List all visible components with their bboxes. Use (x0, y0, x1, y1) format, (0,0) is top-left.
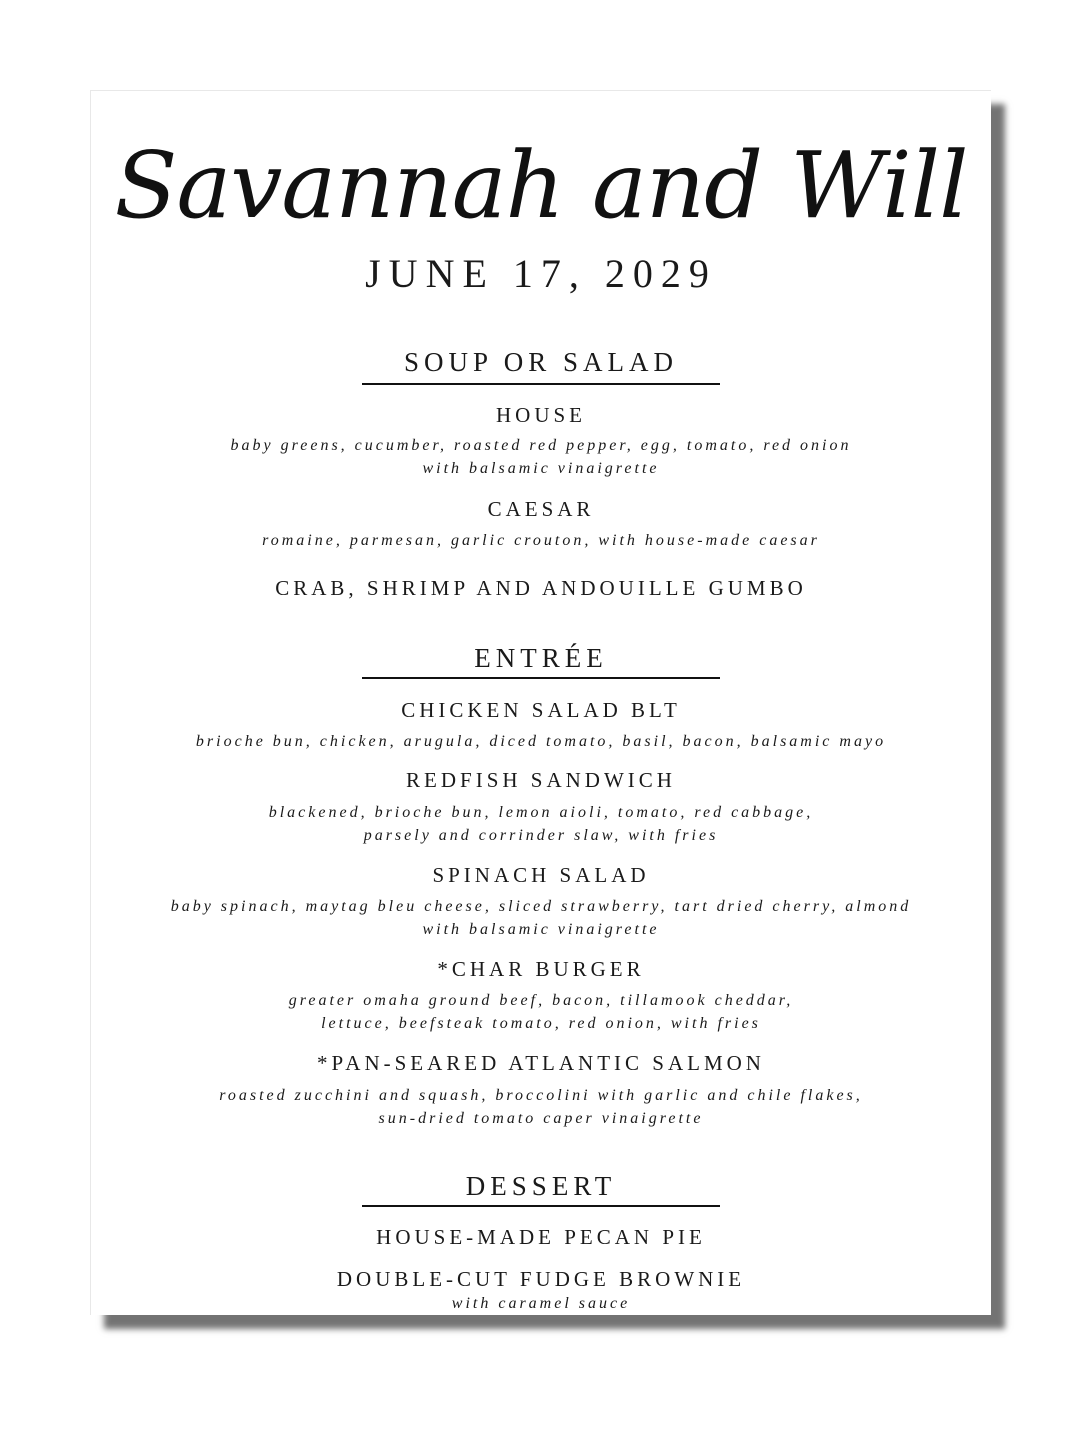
menu-item-description: sun-dried tomato caper vinaigrette (378, 1110, 704, 1127)
menu-item-description: romaine, parmesan, garlic crouton, with house-made caesar (262, 532, 820, 549)
menu-item-name: CRAB, SHRIMP AND ANDOUILLE GUMBO (275, 576, 807, 600)
menu-item-description: blackened, brioche bun, lemon aioli, tomato, red cabbage, (268, 804, 814, 821)
menu-item-description: with caramel sauce (451, 1295, 631, 1312)
section-title-entree: ENTRÉE (474, 643, 608, 673)
menu-item-name: HOUSE-MADE PECAN PIE (376, 1225, 706, 1249)
menu-item-name: *PAN-SEARED ATLANTIC SALMON (317, 1051, 765, 1075)
menu-item-description: with balsamic vinaigrette (422, 460, 660, 477)
event-date: JUNE 17, 2029 (365, 251, 717, 296)
menu-item-description: baby spinach, maytag bleu cheese, sliced strawberry, tart dried cherry, almond (170, 898, 912, 915)
menu-item-description: parsely and corrinder slaw, with fries (363, 827, 719, 844)
menu-item-description: brioche bun, chicken, arugula, diced tomato, basil, bacon, balsamic mayo (195, 733, 887, 750)
menu-item-name: *CHAR BURGER (437, 957, 645, 981)
section-divider (362, 1205, 720, 1207)
menu-item-name: DOUBLE-CUT FUDGE BROWNIE (336, 1267, 746, 1291)
menu-item-description: baby greens, cucumber, roasted red pepper, egg, tomato, red onion (230, 437, 852, 454)
menu-item-description: greater omaha ground beef, bacon, tillamook cheddar, (288, 992, 794, 1009)
menu-item-name: CAESAR (487, 497, 595, 521)
menu-item-name: REDFISH SANDWICH (406, 768, 676, 792)
menu-item-name: CHICKEN SALAD BLT (401, 698, 681, 722)
section-title-dessert: DESSERT (465, 1171, 617, 1201)
menu-item-description: lettuce, beefsteak tomato, red onion, with fries (321, 1015, 761, 1032)
menu-item-description: roasted zucchini and squash, broccolini with garlic and chile flakes, (219, 1087, 863, 1104)
menu-item-name: SPINACH SALAD (432, 863, 650, 887)
section-divider (362, 677, 720, 679)
menu-item-description: with balsamic vinaigrette (422, 921, 660, 938)
menu-card (90, 90, 991, 1315)
section-title-soup-salad: SOUP OR SALAD (403, 347, 679, 377)
section-divider (362, 383, 720, 385)
menu-item-name: HOUSE (495, 403, 586, 427)
couple-names: Savannah and Will (114, 132, 968, 239)
